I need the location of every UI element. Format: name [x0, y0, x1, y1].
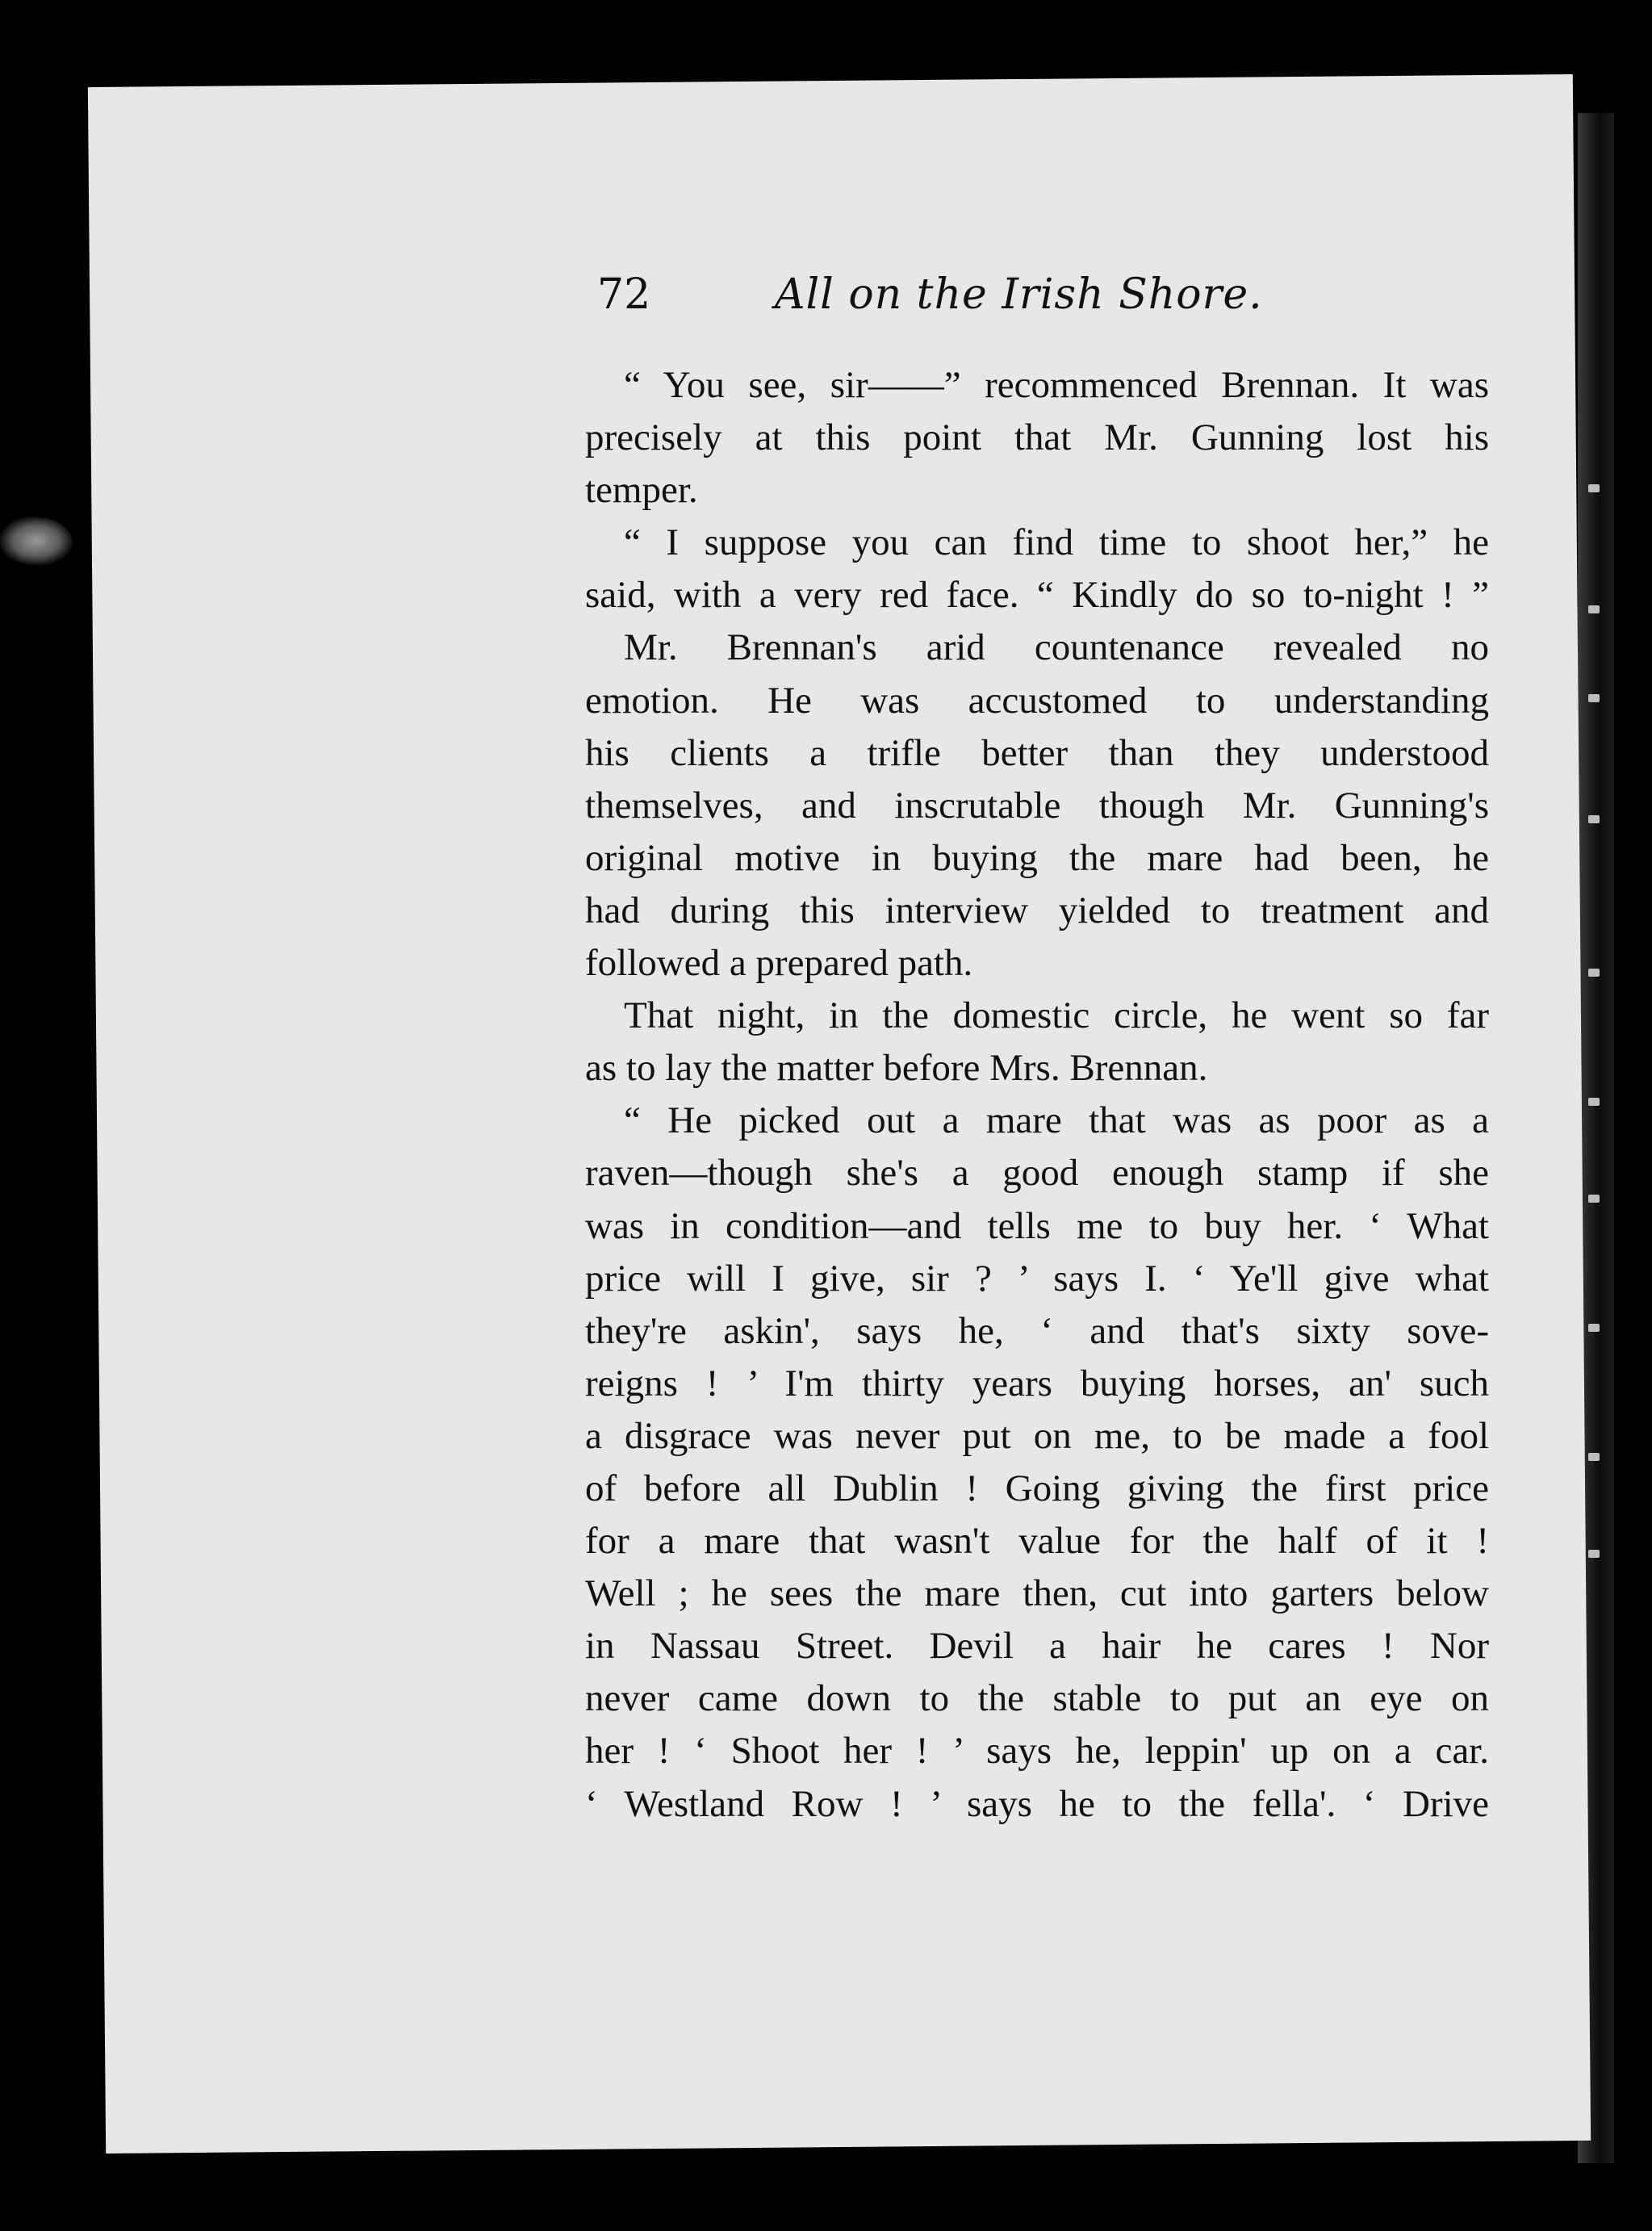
text-line: his clients a trifle better than they understood — [585, 731, 1489, 774]
text-line: in Nassau Street. Devil a hair he cares ! Nor — [585, 1625, 1489, 1668]
margin-blot — [0, 517, 73, 565]
text-line: never came down to the stable to put an eye on — [585, 1677, 1489, 1720]
text-line: they're askin', says he, ‘ and that's sixty sove- — [585, 1309, 1489, 1352]
book-title: All on the Irish Shore. — [775, 270, 1263, 319]
text-line: had during this interview yielded to treatment and — [585, 889, 1489, 931]
text-line: Well ; he sees the mare then, cut into garters below — [585, 1572, 1489, 1615]
running-head — [597, 270, 1501, 319]
text-line: ‘ Westland Row ! ’ says he to the fella'. ‘ Drive — [585, 1782, 1489, 1825]
text-line: reigns ! ’ I'm thirty years buying horses, an' such — [585, 1362, 1489, 1404]
text-line: her ! ‘ Shoot her ! ’ says he, leppin' up on a car. — [585, 1730, 1489, 1773]
text-line: price will I give, sir ? ’ says I. ‘ Ye'll give what — [585, 1257, 1489, 1300]
body-text — [585, 359, 1489, 1831]
text-line: raven—though she's a good enough stamp if she — [585, 1152, 1489, 1195]
text-line: Mr. Brennan's arid countenance revealed no — [624, 626, 1489, 669]
page-number: 72 — [597, 270, 651, 319]
text-line: That night, in the domestic circle, he went so far — [624, 994, 1489, 1037]
text-line: “ I suppose you can find time to shoot her,” he — [624, 521, 1489, 564]
text-line: emotion. He was accustomed to understanding — [585, 679, 1489, 722]
text-line: “ You see, sir——” recommenced Brennan. It was — [624, 364, 1489, 406]
text-line: original motive in buying the mare had been, he — [585, 836, 1489, 879]
text-line: temper. — [585, 469, 698, 512]
text-line: as to lay the matter before Mrs. Brennan. — [585, 1047, 1208, 1090]
text-line: said, with a very red face. “ Kindly do so to-night ! ” — [585, 574, 1489, 617]
text-line: precisely at this point that Mr. Gunning lost his — [585, 416, 1489, 459]
text-line: was in condition—and tells me to buy her. ‘ What — [585, 1204, 1489, 1247]
text-line: for a mare that wasn't value for the half of it ! — [585, 1520, 1489, 1563]
text-line: of before all Dublin ! Going giving the first price — [585, 1467, 1489, 1509]
text-line: a disgrace was never put on me, to be made a fool — [585, 1414, 1489, 1457]
text-line: “ He picked out a mare that was as poor as a — [624, 1099, 1489, 1142]
text-line: themselves, and inscrutable though Mr. Gunning's — [585, 784, 1489, 827]
text-line: followed a prepared path. — [585, 942, 973, 985]
